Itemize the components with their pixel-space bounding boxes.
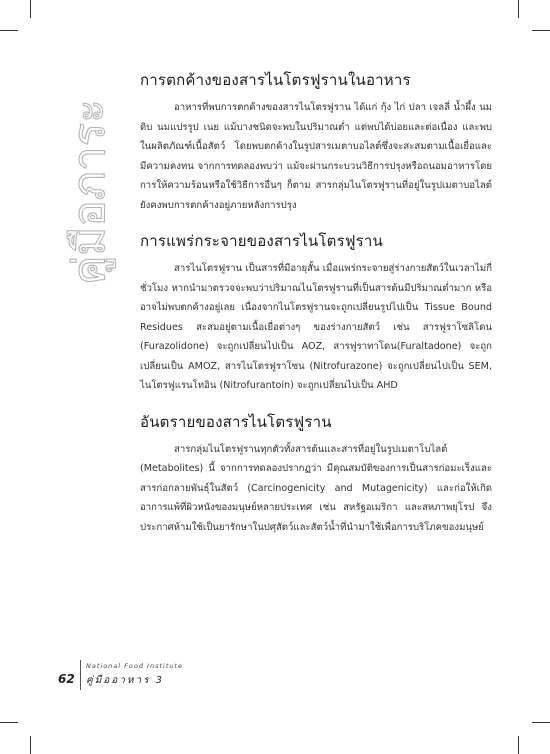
crop-mark xyxy=(0,722,18,723)
section-distribution xyxy=(140,229,492,396)
section-title: อันตรายของสารไนโตรฟูราน xyxy=(140,412,332,431)
section-title: การตกค้างของสารไนโตรฟูรานในอาหาร xyxy=(140,71,411,89)
crop-mark xyxy=(518,0,519,18)
section-hazard xyxy=(140,410,492,538)
book-title: คู่มืออาหาร 3 xyxy=(86,675,165,686)
crop-mark xyxy=(518,736,519,754)
section-body: สารไนโตรฟูราน เป็นสารที่มีอายุสั้น เมื่อแพร่กระจายสู่ร่างกายสัตว์ในเวลาไม่กี่ชั่วโมง หากนำมาตรวจจะพบว่าปริมาณไนโตรฟูรานที่เป็นสารต้นมีปริมาณต่ำมาก หรืออาจไม่พบตกค้างอยู่เลย เนื่องจากไนโตรฟูรานจะถูกเปลี่ยนรูปไปเป็น Tissue Bound Residues สะสมอยู่ตามเนื้อเยื่อต่างๆ ของร่างกายสัตว์ เช่น สารฟูราโซลิโดน (Furazolidone) จะถูกเปลี่ยนไปเป็น AOZ, สารฟูราทาโดน(Furaltadone) จะถูกเปลี่ยนเป็น AMOZ, สารไนโตรฟูราโซน (Nitrofurazone) จะถูกเปลี่ยนไปเป็น SEM, ไนโตรฟูแรนโทอิน (Nitrofurantoin) จะถูกเปลี่ยนไปเป็น AHD xyxy=(140,263,492,391)
section-body: อาหารที่พบการตกค้างของสารไนโตรฟูราน ได้แก่ กุ้ง ไก่ ปลา เจลลี่ น้ำผึ้ง นมดิบ นมแปรรูป เนย แม้บางชนิดจะพบในปริมาณต่ำ แต่พบได้บ่อยและต่อเนื่อง และพบในผลิตภัณฑ์เนื้อสัตว์ โดยพบตกค้างในรูปสารเมตาบอไลต์ซึ่งจะสะสมตามเนื้อเยื่อและมีความคงทน จากการทดลองพบว่า แม้จะผ่านกระบวนวิธีการปรุงหรือถนอมอาหารโดยการให้ความร้อนหรือใช้วิธีการอื่นๆ ก็ตาม สารกลุ่มไนโตรฟูรานที่อยู่ในรูปเมตาบอไลต์ยังคงพบการตกค้างอยู่ภายหลังการปรุง xyxy=(140,102,492,211)
section-title: การแพร่กระจายของสารไนโตรฟูราน xyxy=(140,232,383,250)
section-body: สารกลุ่มไนโตรฟูรานทุกตัวทั้งสารต้นและสารที่อยู่ในรูปเมตาโบไลต์ (Metabolites) นี้ จากการทดลองปรากฏว่า มีคุณสมบัติของการเป็นสารก่อมะเร็งและสารก่อกลายพันธุ์ในสัตว์ (Carcinogenicity and Mutagenicity) และก่อให้เกิดอาการแพ้ที่ผิวหนังของมนุษย์หลายประเทศ เช่น สหรัฐอเมริกา และสหภาพยุโรป จึงประกาศห้ามใช้เป็นยารักษาในปศุสัตว์และสัตว์น้ำที่นำมาใช้เพื่อการบริโภคของมนุษย์ xyxy=(140,443,492,533)
section-residue xyxy=(140,68,492,215)
side-title-text: คู่มือภาระ xyxy=(64,99,115,285)
side-title-watermark xyxy=(62,70,122,290)
crop-mark xyxy=(532,722,550,723)
crop-mark xyxy=(0,30,18,31)
crop-mark xyxy=(532,30,550,31)
crop-mark xyxy=(30,0,31,18)
crop-mark xyxy=(30,736,31,754)
institute-name: National Food Institute xyxy=(86,662,184,670)
footer-divider xyxy=(80,660,81,690)
page-number: 62 xyxy=(58,672,75,686)
article xyxy=(140,68,492,551)
page-footer xyxy=(58,660,238,700)
